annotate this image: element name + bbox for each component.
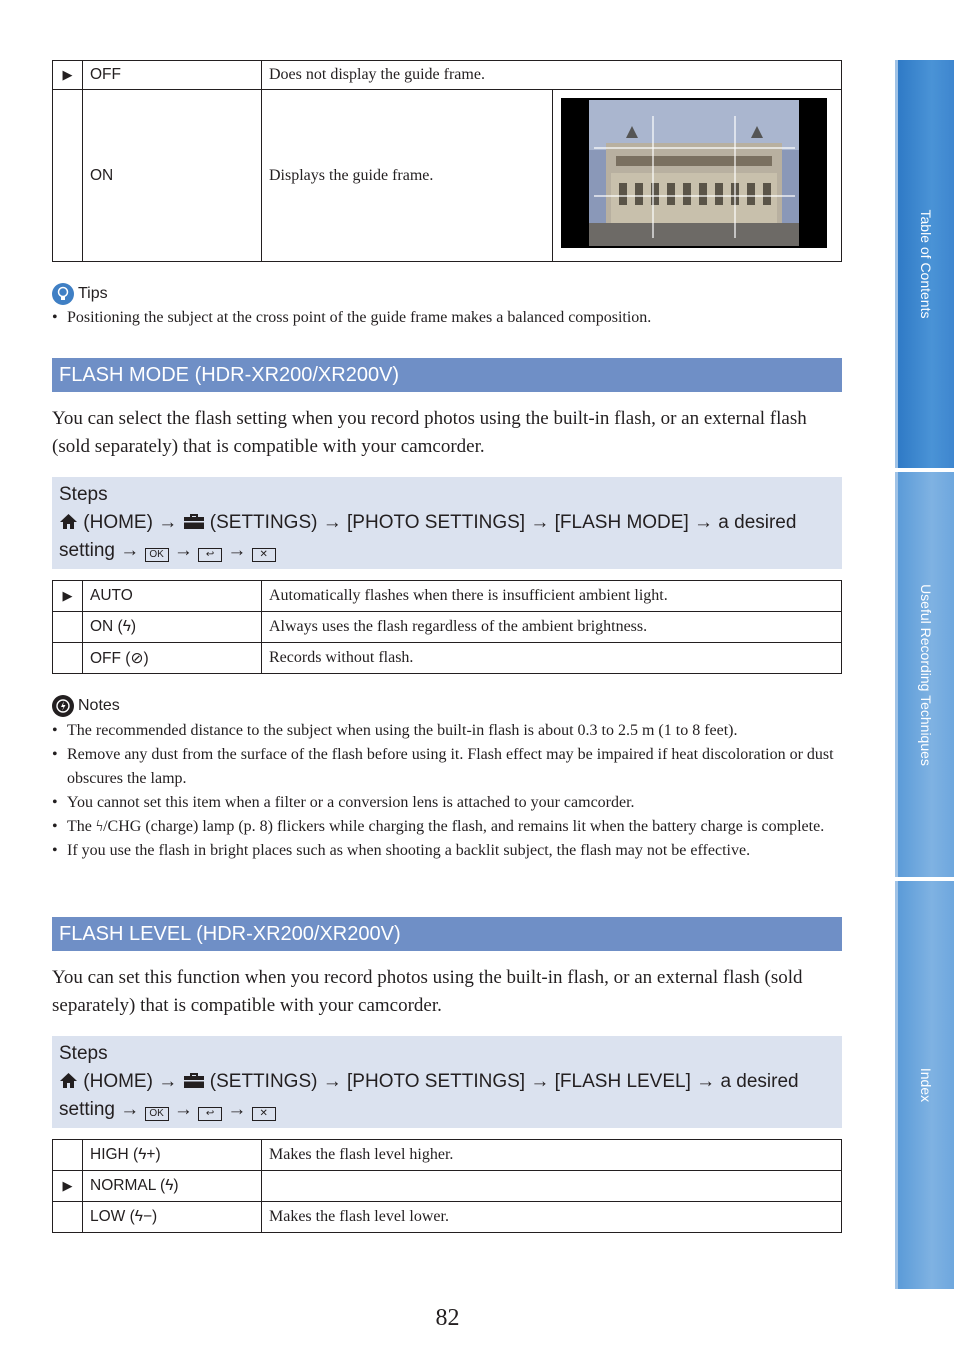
option-label: ON [83,90,262,262]
list-item: • If you use the flash in bright places such as when shooting a backlit subject, the flash may not be effective. [52,839,847,863]
table-row [53,612,842,643]
table-row [53,1140,842,1171]
arrow-icon: → [158,1071,178,1092]
table-row [53,1202,842,1233]
toolbox-icon [183,513,205,530]
toolbox-icon [183,1072,205,1089]
list-item: • The ϟ/CHG (charge) lamp (p. 8) flickers while charging the flash, and remains lit when the battery charge is complete. [52,815,847,839]
arrow-icon: → [173,540,193,561]
close-icon: ✕ [252,548,276,562]
table-row [53,61,842,90]
steps-home: (HOME) [83,1071,153,1092]
steps-photo-settings: [PHOTO SETTINGS] [347,1071,526,1092]
default-marker: ▶ [53,1171,83,1202]
option-description: Does not display the guide frame. [262,61,842,90]
option-description: Makes the flash level lower. [262,1202,842,1233]
arrow-icon: → [530,1071,550,1092]
option-description [262,1171,842,1202]
home-icon [59,1072,78,1089]
option-description: Makes the flash level higher. [262,1140,842,1171]
tips-label: Tips [78,285,108,302]
tab-label: Index [918,1067,934,1103]
steps-settings: (SETTINGS) [209,512,318,533]
arrow-icon: → [120,540,140,561]
close-icon: ✕ [252,1107,276,1121]
table-row [53,581,842,612]
option-label: OFF (⊘) [83,643,262,674]
ok-icon: OK [145,548,169,562]
option-label: NORMAL (ϟ) [83,1171,262,1202]
tab-index[interactable] [895,881,954,1289]
arrow-icon: → [696,1071,716,1092]
list-item: • Positioning the subject at the cross point of the guide frame makes a balanced composition. [52,306,847,330]
flash-mode-table [52,580,842,674]
arrow-icon: → [530,512,550,533]
default-marker [53,612,83,643]
arrow-icon: → [227,1099,247,1120]
guide-frame-photo [561,98,827,248]
home-icon [59,513,78,530]
steps-path [59,509,835,565]
option-description: Always uses the flash regardless of the ambient brightness. [262,612,842,643]
flash-mode-steps [52,477,842,569]
default-marker [53,1202,83,1233]
flash-level-heading: FLASH LEVEL (HDR-XR200/XR200V) [52,917,842,951]
return-icon: ↩ [198,1107,222,1121]
steps-home: (HOME) [83,512,153,533]
ok-icon: OK [145,1107,169,1121]
table-row [53,643,842,674]
arrow-icon: → [158,512,178,533]
tab-label: Table of Contents [918,209,934,319]
default-marker: ▶ [53,61,83,90]
steps-label: Steps [59,484,108,505]
arrow-icon: → [173,1099,193,1120]
steps-label: Steps [59,1043,108,1064]
tab-table-of-contents[interactable] [895,60,954,468]
table-row [53,90,842,262]
flash-mode-intro: You can select the flash setting when you record photos using the built-in flash, or an external flash (sold separately) that is compatible with your camcorder. [52,408,807,457]
option-description: Automatically flashes when there is insufficient ambient light. [262,581,842,612]
guide-frame-table [52,60,842,262]
arrow-icon: → [227,540,247,561]
arrow-icon: → [694,512,713,533]
default-marker [53,643,83,674]
steps-desired-setting: a desired setting [59,512,797,561]
option-label: LOW (ϟ−) [83,1202,262,1233]
notes-list [52,719,847,863]
flash-level-table [52,1139,842,1233]
arrow-icon: → [322,512,342,533]
option-label: OFF [83,61,262,90]
list-item: • You cannot set this item when a filter or a conversion lens is attached to your camcorder. [52,791,847,815]
option-label: AUTO [83,581,262,612]
option-description: Records without flash. [262,643,842,674]
steps-desired-setting: a desired setting [59,1071,799,1120]
option-description: Displays the guide frame. [262,90,553,262]
steps-flash-level: [FLASH LEVEL] [554,1071,691,1092]
option-label: ON (ϟ) [83,612,262,643]
steps-flash-mode: [FLASH MODE] [554,512,689,533]
table-row [53,1171,842,1202]
steps-settings: (SETTINGS) [209,1071,318,1092]
arrow-icon: → [322,1071,342,1092]
steps-photo-settings: [PHOTO SETTINGS] [347,512,526,533]
default-marker [53,1140,83,1171]
tab-label: Useful Recording Techniques [918,583,934,766]
flash-mode-heading: FLASH MODE (HDR-XR200/XR200V) [52,358,842,392]
default-marker: ▶ [53,581,83,612]
notes-icon [52,695,74,717]
guide-frame-preview [553,90,842,262]
list-item: • The recommended distance to the subject when using the built-in flash is about 0.3 to 2.5 m (1 to 8 feet). [52,719,847,743]
list-item: • Remove any dust from the surface of the flash before using it. Flash effect may be impaired if heat discoloration or dust obscures the lamp. [52,743,847,791]
return-icon: ↩ [198,548,222,562]
tips-heading [52,283,108,305]
option-label: HIGH (ϟ+) [83,1140,262,1171]
steps-path [59,1068,835,1124]
flash-level-steps [52,1036,842,1128]
arrow-icon: → [120,1099,140,1120]
tips-list [52,306,847,330]
notes-heading [52,695,120,717]
lightbulb-icon [52,283,74,305]
flash-level-intro: You can set this function when you record photos using the built-in flash, or an external flash (sold separately) that is compatible with your camcorder. [52,967,803,1016]
page-number: 82 [435,1305,460,1331]
notes-label: Notes [78,697,120,714]
tab-useful-recording-techniques[interactable] [895,472,954,877]
default-marker [53,90,83,262]
